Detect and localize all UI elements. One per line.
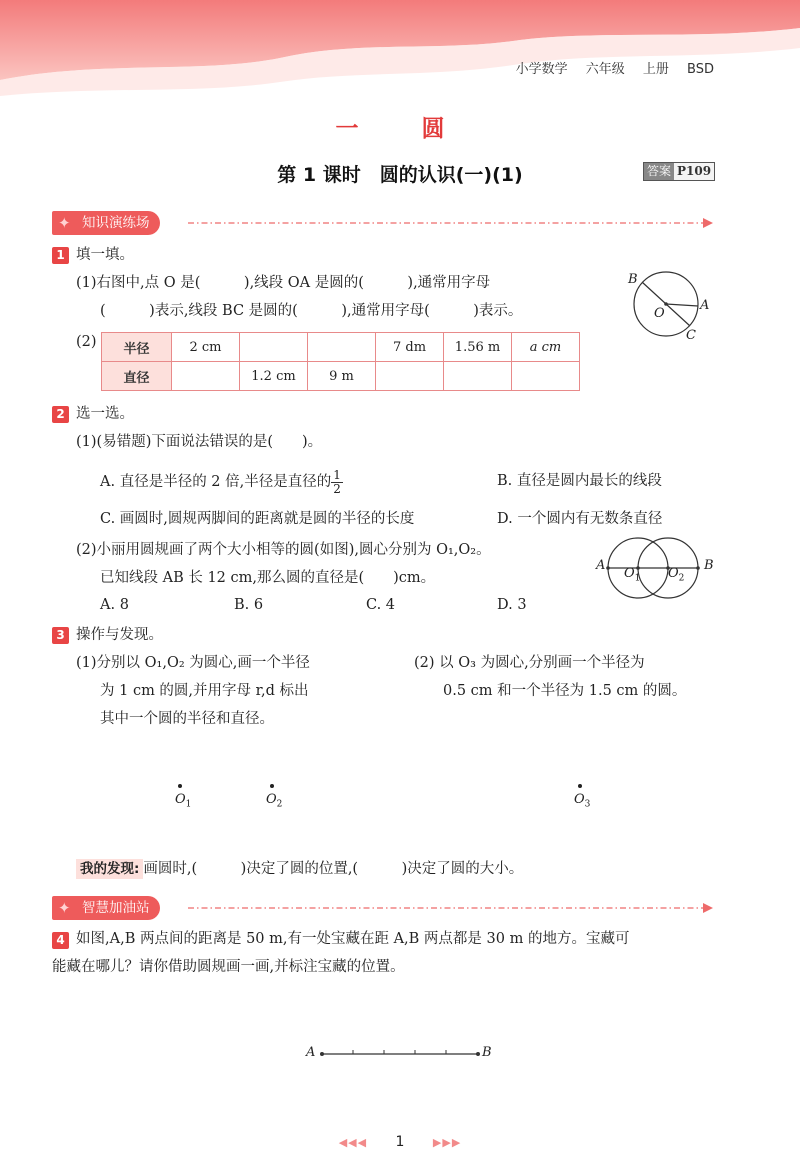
fraction-numerator: 1 bbox=[333, 467, 341, 482]
radius-cell[interactable]: 7 dm bbox=[376, 333, 444, 362]
prev-arrows-icon: ◀◀◀ bbox=[338, 1136, 368, 1149]
point-o1 bbox=[178, 784, 182, 788]
q4-label-b: B bbox=[482, 1045, 492, 1060]
section-boost-label bbox=[52, 896, 160, 920]
q4-line1: 如图,A,B 两点间的距离是 50 m,有一处宝藏在距 A,B 两点都是 30 m 的地方。宝藏可 bbox=[76, 931, 630, 947]
q3-part1-line3: 其中一个圆的半径和直径。 bbox=[100, 711, 274, 727]
page-number-footer bbox=[0, 1134, 800, 1150]
answer-tag bbox=[643, 162, 715, 181]
answer-tag-label: 答案 bbox=[644, 163, 674, 180]
q1-label-b: B bbox=[628, 272, 638, 287]
section-boost bbox=[52, 896, 160, 920]
section-practice-label bbox=[52, 211, 160, 235]
answer-tag-page: P109 bbox=[674, 163, 714, 180]
q3-part2-line1: (2) 以 O₃ 为圆心,分别画一个半径为 bbox=[414, 655, 645, 671]
q2-label-a: A bbox=[596, 558, 606, 573]
header-volume: 上册 bbox=[642, 62, 669, 77]
q2-option-c: C. 画圆时,圆规两脚间的距离就是圆的半径的长度 bbox=[100, 511, 415, 527]
q2-option-d: D. 一个圆内有无数条直径 bbox=[497, 511, 663, 527]
table-row bbox=[102, 333, 580, 362]
diameter-cell[interactable]: 1.2 cm bbox=[240, 362, 308, 391]
q4-line2: 能藏在哪儿？请你借助圆规画一画,并标注宝藏的位置。 bbox=[52, 959, 405, 975]
page-number: 1 bbox=[395, 1134, 405, 1150]
fraction-one-half bbox=[331, 469, 343, 496]
question-number-3: 3 bbox=[52, 627, 69, 644]
diameter-cell[interactable] bbox=[376, 362, 444, 391]
question-number-2: 2 bbox=[52, 406, 69, 423]
point-o2-text: O bbox=[266, 792, 277, 807]
q3-part1-line2: 为 1 cm 的圆,并用字母 r,d 标出 bbox=[100, 683, 309, 699]
next-arrows-icon: ▶▶▶ bbox=[432, 1136, 462, 1149]
star-icon: ✦ bbox=[58, 899, 71, 917]
q2-label-o1 bbox=[624, 566, 640, 584]
section-boost-divider bbox=[188, 901, 718, 915]
header-info bbox=[502, 58, 714, 77]
q2-option-b: B. 直径是圆内最长的线段 bbox=[497, 473, 662, 489]
row-header-diameter: 直径 bbox=[102, 362, 172, 391]
q3-title: 操作与发现。 bbox=[76, 627, 163, 643]
header-band bbox=[0, 0, 800, 100]
point-o1-label bbox=[175, 792, 191, 810]
q2-part2-line1: (2)小丽用圆规画了两个大小相等的圆(如图),圆心分别为 O₁,O₂。 bbox=[76, 542, 491, 558]
section-practice-text: 知识演练场 bbox=[82, 215, 150, 231]
row-header-radius: 半径 bbox=[102, 333, 172, 362]
diameter-cell[interactable] bbox=[512, 362, 580, 391]
lesson-title: 第 1 课时 圆的认识(一)(1) bbox=[277, 164, 523, 186]
q2-choice-b: B. 6 bbox=[234, 597, 264, 613]
q2-title: 选一选。 bbox=[76, 406, 134, 422]
q2-choice-d: D. 3 bbox=[497, 597, 527, 613]
q4-segment-ab bbox=[318, 1044, 484, 1064]
discovery-text: 画圆时,( )决定了圆的位置,( )决定了圆的大小。 bbox=[143, 861, 524, 877]
q1-part2-label: (2) bbox=[76, 334, 97, 350]
point-o3-text: O bbox=[574, 792, 585, 807]
radius-cell[interactable]: 2 cm bbox=[172, 333, 240, 362]
q1-part1-line1: (1)右图中,点 O 是( ),线段 OA 是圆的( ),通常用字母 bbox=[76, 275, 491, 291]
unit-title: 一 圆 bbox=[335, 116, 465, 142]
section-practice bbox=[52, 211, 160, 235]
q2-two-circles-figure bbox=[596, 530, 716, 610]
q1-label-a: A bbox=[700, 298, 710, 313]
q2-label-o2-sub: 2 bbox=[678, 573, 685, 584]
radius-cell[interactable] bbox=[512, 333, 580, 362]
header-edition: BSD bbox=[687, 62, 714, 77]
point-o2-label bbox=[266, 792, 282, 810]
diameter-cell[interactable]: 9 m bbox=[308, 362, 376, 391]
q2-label-o1-sub: 1 bbox=[634, 573, 641, 584]
q2-label-o2 bbox=[668, 566, 684, 584]
section-practice-divider bbox=[188, 216, 718, 230]
radius-diameter-table bbox=[101, 332, 580, 391]
table-row bbox=[102, 362, 580, 391]
point-o1-sub: 1 bbox=[185, 799, 192, 810]
point-o3 bbox=[578, 784, 582, 788]
q2-label-o2-text: O bbox=[668, 566, 679, 581]
radius-cell-text: a cm bbox=[529, 339, 562, 355]
diameter-cell[interactable] bbox=[172, 362, 240, 391]
q3-part1-line1: (1)分别以 O₁,O₂ 为圆心,画一个半径 bbox=[76, 655, 310, 671]
q2-label-o1-text: O bbox=[624, 566, 635, 581]
q1-part1-line2: ( )表示,线段 BC 是圆的( ),通常用字母( )表示。 bbox=[100, 303, 523, 319]
radius-cell[interactable]: 1.56 m bbox=[444, 333, 512, 362]
q2-option-a bbox=[100, 465, 343, 499]
q1-title: 填一填。 bbox=[76, 247, 134, 263]
q2-choice-a: A. 8 bbox=[100, 597, 129, 613]
diameter-cell[interactable] bbox=[444, 362, 512, 391]
q2-label-b: B bbox=[704, 558, 714, 573]
point-o2 bbox=[270, 784, 274, 788]
question-number-4: 4 bbox=[52, 932, 69, 949]
q2-part2-line2: 已知线段 AB 长 12 cm,那么圆的直径是( )cm。 bbox=[100, 570, 436, 586]
q2-option-a-text: A. 直径是半径的 2 倍,半径是直径的 bbox=[100, 474, 332, 490]
radius-cell[interactable] bbox=[240, 333, 308, 362]
point-o2-sub: 2 bbox=[276, 799, 283, 810]
header-grade: 六年级 bbox=[585, 62, 625, 77]
q2-choice-c: C. 4 bbox=[366, 597, 396, 613]
radius-cell[interactable] bbox=[308, 333, 376, 362]
q3-discovery bbox=[76, 859, 523, 879]
point-o3-sub: 3 bbox=[584, 799, 591, 810]
discovery-label: 我的发现: bbox=[76, 859, 143, 879]
point-o3-label bbox=[574, 792, 590, 810]
point-o1-text: O bbox=[175, 792, 186, 807]
header-subject: 小学数学 bbox=[515, 62, 568, 77]
star-icon: ✦ bbox=[58, 214, 71, 232]
question-number-1: 1 bbox=[52, 247, 69, 264]
q2-part1: (1)(易错题)下面说法错误的是( )。 bbox=[76, 434, 323, 450]
q4-label-a: A bbox=[306, 1045, 316, 1060]
fraction-denominator: 2 bbox=[333, 481, 341, 496]
q1-label-o: O bbox=[654, 306, 665, 321]
q1-label-c: C bbox=[686, 328, 696, 343]
section-boost-text: 智慧加油站 bbox=[82, 900, 150, 916]
q3-part2-line2: 0.5 cm 和一个半径为 1.5 cm 的圆。 bbox=[443, 683, 687, 699]
